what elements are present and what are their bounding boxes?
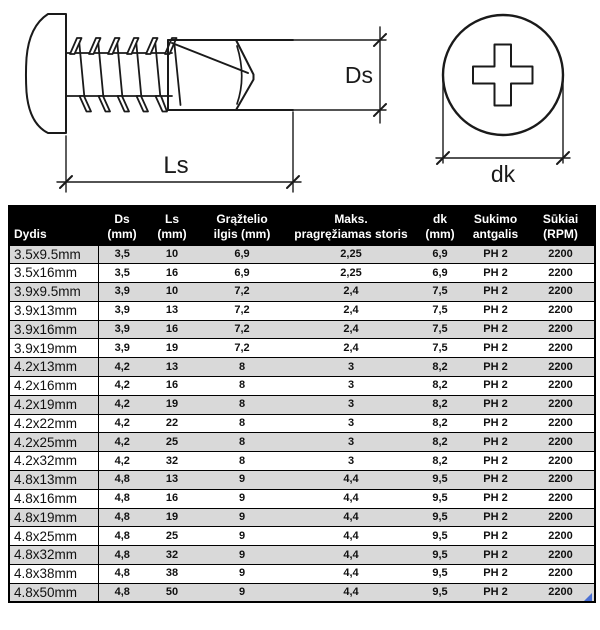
value-cell: 3,9 <box>98 301 146 320</box>
column-header-ls: Ls (mm) <box>146 206 198 245</box>
value-cell: 2200 <box>527 377 595 396</box>
value-cell: 7,2 <box>198 301 286 320</box>
value-cell: 9,5 <box>416 546 464 565</box>
spec-table <box>8 205 596 603</box>
value-cell: 2200 <box>527 414 595 433</box>
value-cell: 3,9 <box>98 320 146 339</box>
table-corner-marker <box>584 593 592 601</box>
value-cell: 13 <box>146 471 198 490</box>
value-cell: PH 2 <box>464 395 527 414</box>
size-cell: 4.8x13mm <box>9 471 98 490</box>
ls-label: Ls <box>163 152 189 179</box>
spec-table-header <box>9 206 595 245</box>
value-cell: PH 2 <box>464 301 527 320</box>
value-cell: PH 2 <box>464 565 527 584</box>
value-cell: 7,5 <box>416 320 464 339</box>
table-row <box>9 471 595 490</box>
value-cell: 8 <box>198 377 286 396</box>
value-cell: 2200 <box>527 508 595 527</box>
size-cell: 4.8x38mm <box>9 565 98 584</box>
value-cell: 16 <box>146 489 198 508</box>
drill-point-icon <box>168 40 293 110</box>
value-cell: 7,5 <box>416 301 464 320</box>
value-cell: 6,9 <box>416 264 464 283</box>
value-cell: 3,5 <box>98 264 146 283</box>
value-cell: 2200 <box>527 264 595 283</box>
table-row <box>9 489 595 508</box>
table-row <box>9 395 595 414</box>
value-cell: PH 2 <box>464 489 527 508</box>
value-cell: 25 <box>146 433 198 452</box>
value-cell: PH 2 <box>464 283 527 302</box>
table-row <box>9 414 595 433</box>
value-cell: 3 <box>286 452 416 471</box>
value-cell: 9,5 <box>416 583 464 602</box>
table-row <box>9 283 595 302</box>
value-cell: 9,5 <box>416 471 464 490</box>
value-cell: 2,4 <box>286 339 416 358</box>
column-header-dydis: Dydis <box>9 206 98 245</box>
size-cell: 3.5x16mm <box>9 264 98 283</box>
value-cell: 2200 <box>527 471 595 490</box>
dk-label: dk <box>490 161 516 187</box>
value-cell: 9,5 <box>416 565 464 584</box>
value-cell: PH 2 <box>464 471 527 490</box>
value-cell: 2200 <box>527 283 595 302</box>
value-cell: 9 <box>198 565 286 584</box>
spec-table-body <box>9 245 595 602</box>
table-row <box>9 583 595 602</box>
value-cell: 3,9 <box>98 283 146 302</box>
size-cell: 3.9x9.5mm <box>9 283 98 302</box>
value-cell: 9 <box>198 527 286 546</box>
value-cell: PH 2 <box>464 377 527 396</box>
value-cell: 2200 <box>527 546 595 565</box>
screw-head <box>26 14 66 133</box>
value-cell: 8,2 <box>416 414 464 433</box>
value-cell: 3 <box>286 395 416 414</box>
size-cell: 4.2x16mm <box>9 377 98 396</box>
value-cell: PH 2 <box>464 527 527 546</box>
value-cell: 32 <box>146 452 198 471</box>
value-cell: 9 <box>198 583 286 602</box>
value-cell: PH 2 <box>464 452 527 471</box>
value-cell: PH 2 <box>464 583 527 602</box>
value-cell: 3 <box>286 377 416 396</box>
ds-label: Ds <box>344 62 373 88</box>
value-cell: 4,2 <box>98 433 146 452</box>
value-cell: 8 <box>198 433 286 452</box>
value-cell: 4,2 <box>98 377 146 396</box>
size-cell: 3.9x13mm <box>9 301 98 320</box>
value-cell: 2200 <box>527 565 595 584</box>
value-cell: 25 <box>146 527 198 546</box>
value-cell: 6,9 <box>198 245 286 264</box>
screw-threads <box>66 38 181 112</box>
value-cell: 2,4 <box>286 320 416 339</box>
value-cell: 2200 <box>527 452 595 471</box>
column-header-sukiai-rpm: Sūkiai (RPM) <box>527 206 595 245</box>
value-cell: 4,8 <box>98 508 146 527</box>
value-cell: 4,4 <box>286 527 416 546</box>
value-cell: 4,4 <box>286 489 416 508</box>
screw-diagram <box>0 0 600 205</box>
value-cell: 2200 <box>527 358 595 377</box>
value-cell: 8 <box>198 358 286 377</box>
value-cell: 10 <box>146 245 198 264</box>
value-cell: 7,2 <box>198 320 286 339</box>
size-cell: 4.8x25mm <box>9 527 98 546</box>
value-cell: 2200 <box>527 339 595 358</box>
value-cell: 16 <box>146 264 198 283</box>
size-cell: 3.9x19mm <box>9 339 98 358</box>
value-cell: 16 <box>146 320 198 339</box>
value-cell: 4,2 <box>98 395 146 414</box>
value-cell: 2200 <box>527 583 595 602</box>
value-cell: 2,25 <box>286 264 416 283</box>
table-row <box>9 320 595 339</box>
size-cell: 3.9x16mm <box>9 320 98 339</box>
value-cell: 7,2 <box>198 283 286 302</box>
value-cell: 9 <box>198 489 286 508</box>
value-cell: 2,25 <box>286 245 416 264</box>
value-cell: 4,8 <box>98 489 146 508</box>
value-cell: 4,2 <box>98 358 146 377</box>
value-cell: 2200 <box>527 395 595 414</box>
value-cell: 7,5 <box>416 339 464 358</box>
spec-table-wrap <box>8 205 594 603</box>
table-row <box>9 339 595 358</box>
column-header-dk: dk (mm) <box>416 206 464 245</box>
value-cell: 8 <box>198 395 286 414</box>
value-cell: 2200 <box>527 527 595 546</box>
column-header-maks-storis: Maks. pragręžiamas storis <box>286 206 416 245</box>
table-row <box>9 358 595 377</box>
value-cell: 13 <box>146 301 198 320</box>
value-cell: 7,2 <box>198 339 286 358</box>
value-cell: 4,8 <box>98 583 146 602</box>
table-row <box>9 264 595 283</box>
value-cell: 32 <box>146 546 198 565</box>
value-cell: 2200 <box>527 245 595 264</box>
value-cell: 19 <box>146 339 198 358</box>
value-cell: 4,8 <box>98 471 146 490</box>
value-cell: 6,9 <box>416 245 464 264</box>
value-cell: 8,2 <box>416 433 464 452</box>
value-cell: 8,2 <box>416 452 464 471</box>
value-cell: 8,2 <box>416 395 464 414</box>
value-cell: 9 <box>198 471 286 490</box>
value-cell: PH 2 <box>464 546 527 565</box>
value-cell: 4,8 <box>98 546 146 565</box>
screw-side-view <box>26 14 293 133</box>
column-header-sukimo-antgalis: Sukimo antgalis <box>464 206 527 245</box>
value-cell: 3 <box>286 358 416 377</box>
value-cell: 8 <box>198 414 286 433</box>
value-cell: 9 <box>198 508 286 527</box>
value-cell: PH 2 <box>464 320 527 339</box>
column-header-grazteliо-ilgis: Grąžtelio ilgis (mm) <box>198 206 286 245</box>
size-cell: 4.2x22mm <box>9 414 98 433</box>
value-cell: 3 <box>286 433 416 452</box>
size-cell: 4.2x13mm <box>9 358 98 377</box>
value-cell: 3 <box>286 414 416 433</box>
value-cell: PH 2 <box>464 508 527 527</box>
size-cell: 4.8x16mm <box>9 489 98 508</box>
value-cell: 7,5 <box>416 283 464 302</box>
value-cell: 4,4 <box>286 583 416 602</box>
size-cell: 4.8x32mm <box>9 546 98 565</box>
value-cell: 6,9 <box>198 264 286 283</box>
table-row <box>9 433 595 452</box>
size-cell: 4.8x50mm <box>9 583 98 602</box>
table-row <box>9 565 595 584</box>
value-cell: 8,2 <box>416 358 464 377</box>
value-cell: PH 2 <box>464 245 527 264</box>
value-cell: 13 <box>146 358 198 377</box>
value-cell: 4,2 <box>98 414 146 433</box>
value-cell: 2,4 <box>286 301 416 320</box>
table-row <box>9 301 595 320</box>
value-cell: 3,5 <box>98 245 146 264</box>
value-cell: 4,8 <box>98 527 146 546</box>
value-cell: PH 2 <box>464 339 527 358</box>
value-cell: 4,4 <box>286 471 416 490</box>
value-cell: 4,4 <box>286 508 416 527</box>
size-cell: 4.8x19mm <box>9 508 98 527</box>
value-cell: PH 2 <box>464 264 527 283</box>
size-cell: 4.2x19mm <box>9 395 98 414</box>
value-cell: 4,8 <box>98 565 146 584</box>
value-cell: 9,5 <box>416 489 464 508</box>
value-cell: 9 <box>198 546 286 565</box>
size-cell: 4.2x25mm <box>9 433 98 452</box>
size-cell: 3.5x9.5mm <box>9 245 98 264</box>
head-front-view <box>443 15 563 135</box>
value-cell: 2200 <box>527 320 595 339</box>
table-row <box>9 527 595 546</box>
value-cell: 2200 <box>527 301 595 320</box>
value-cell: 19 <box>146 508 198 527</box>
value-cell: 9,5 <box>416 527 464 546</box>
value-cell: 4,2 <box>98 452 146 471</box>
table-row <box>9 546 595 565</box>
value-cell: 10 <box>146 283 198 302</box>
value-cell: 2,4 <box>286 283 416 302</box>
value-cell: PH 2 <box>464 414 527 433</box>
value-cell: 50 <box>146 583 198 602</box>
table-row <box>9 377 595 396</box>
value-cell: 2200 <box>527 433 595 452</box>
value-cell: 3,9 <box>98 339 146 358</box>
value-cell: 2200 <box>527 489 595 508</box>
value-cell: 19 <box>146 395 198 414</box>
table-row <box>9 508 595 527</box>
table-row <box>9 452 595 471</box>
table-row <box>9 245 595 264</box>
value-cell: 4,4 <box>286 565 416 584</box>
value-cell: 38 <box>146 565 198 584</box>
size-cell: 4.2x32mm <box>9 452 98 471</box>
column-header-ds: Ds (mm) <box>98 206 146 245</box>
value-cell: 16 <box>146 377 198 396</box>
value-cell: 4,4 <box>286 546 416 565</box>
value-cell: 22 <box>146 414 198 433</box>
value-cell: 8 <box>198 452 286 471</box>
value-cell: PH 2 <box>464 433 527 452</box>
value-cell: 8,2 <box>416 377 464 396</box>
value-cell: PH 2 <box>464 358 527 377</box>
value-cell: 9,5 <box>416 508 464 527</box>
